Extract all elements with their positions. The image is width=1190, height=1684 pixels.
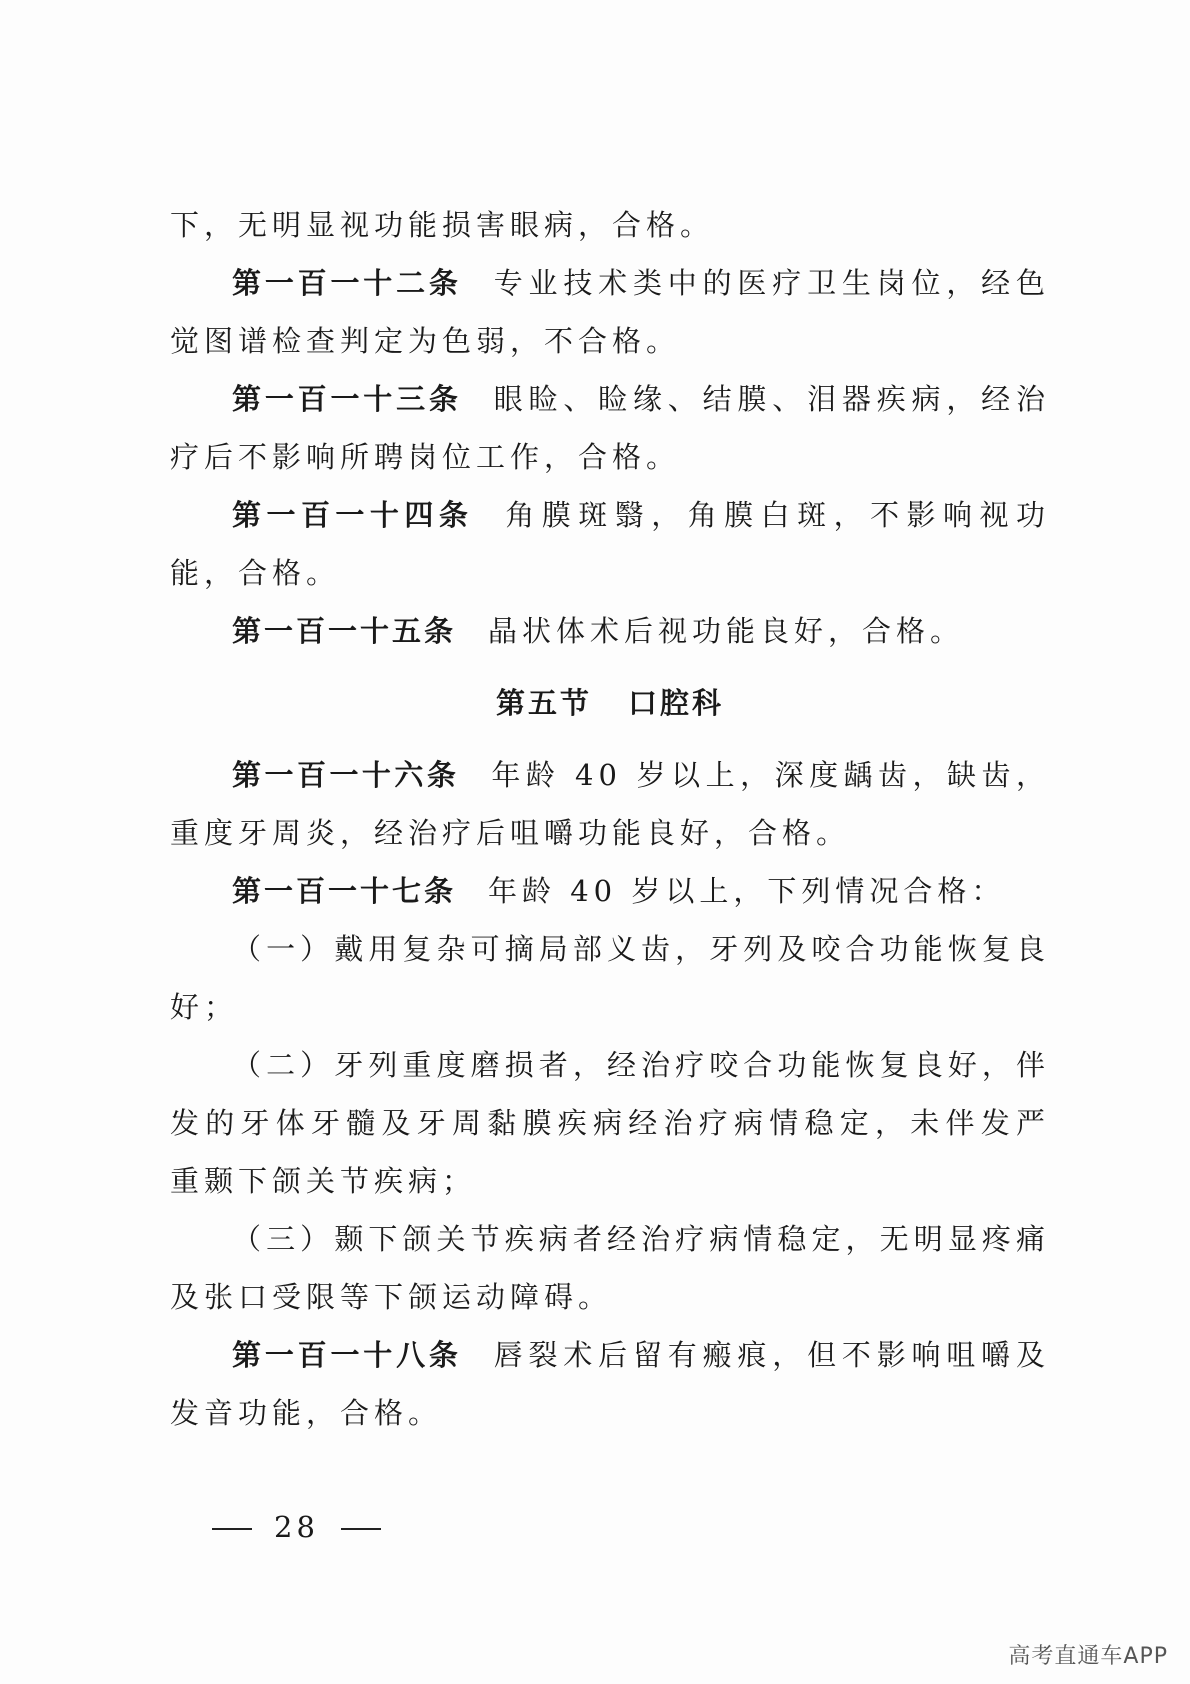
article-115 <box>170 602 1050 660</box>
article-label: 第一百一十四条 <box>232 498 474 532</box>
paragraph-text: 下，无明显视功能损害眼病，合格。 <box>170 208 715 242</box>
article-text: 唇裂术后留有瘢痕，但不影响咀嚼及发音功能，合格。 <box>170 1338 1050 1430</box>
list-item-text: （三）颞下颌关节疾病者经治疗病情稳定，无明显疼痛及张口受限等下颌运动障碍。 <box>170 1222 1050 1314</box>
article-117 <box>170 862 1050 920</box>
watermark: 高考直通车APP <box>1008 1644 1168 1669</box>
article-text: 晶状体术后视功能良好，合格。 <box>488 614 965 648</box>
document-body <box>170 196 1050 1442</box>
article-112 <box>170 254 1050 370</box>
article-text: 专业技术类中的医疗卫生岗位，经色觉图谱检查判定为色弱，不合格。 <box>170 266 1050 358</box>
list-item-text: （一）戴用复杂可摘局部义齿，牙列及咬合功能恢复良好； <box>170 932 1050 1024</box>
article-label: 第一百一十三条 <box>232 382 462 416</box>
article-113 <box>170 370 1050 486</box>
list-item-text: （二）牙列重度磨损者，经治疗咬合功能恢复良好，伴发的牙体牙髓及牙周黏膜疾病经治疗病情稳定，未伴发严重颞下颌关节疾病； <box>170 1048 1050 1198</box>
list-item-2 <box>170 1036 1050 1210</box>
article-text: 眼睑、睑缘、结膜、泪器疾病，经治疗后不影响所聘岗位工作，合格。 <box>170 382 1050 474</box>
article-label: 第一百一十五条 <box>232 614 457 648</box>
article-118 <box>170 1326 1050 1442</box>
paragraph-continuation <box>170 196 1050 254</box>
article-text: 年龄 40 岁以上，下列情况合格： <box>488 874 1006 908</box>
list-item-1 <box>170 920 1050 1036</box>
list-item-3 <box>170 1210 1050 1326</box>
article-label: 第一百一十二条 <box>232 266 462 300</box>
article-text: 角膜斑翳，角膜白斑，不影响视功能，合格。 <box>170 498 1050 590</box>
section-heading <box>170 674 1050 732</box>
dash-left <box>212 1528 252 1530</box>
article-label: 第一百一十八条 <box>232 1338 462 1372</box>
dash-right <box>341 1528 381 1530</box>
section-number: 第五节 <box>495 686 592 720</box>
section-title: 口腔科 <box>628 686 725 720</box>
article-label: 第一百一十七条 <box>232 874 457 908</box>
article-text: 年龄 40 岁以上，深度龋齿，缺齿，重度牙周炎，经治疗后咀嚼功能良好，合格。 <box>170 758 1050 850</box>
page-number-text: 28 <box>274 1510 319 1544</box>
page-number <box>190 1510 403 1544</box>
article-114 <box>170 486 1050 602</box>
article-label: 第一百一十六条 <box>232 758 460 792</box>
article-116 <box>170 746 1050 862</box>
